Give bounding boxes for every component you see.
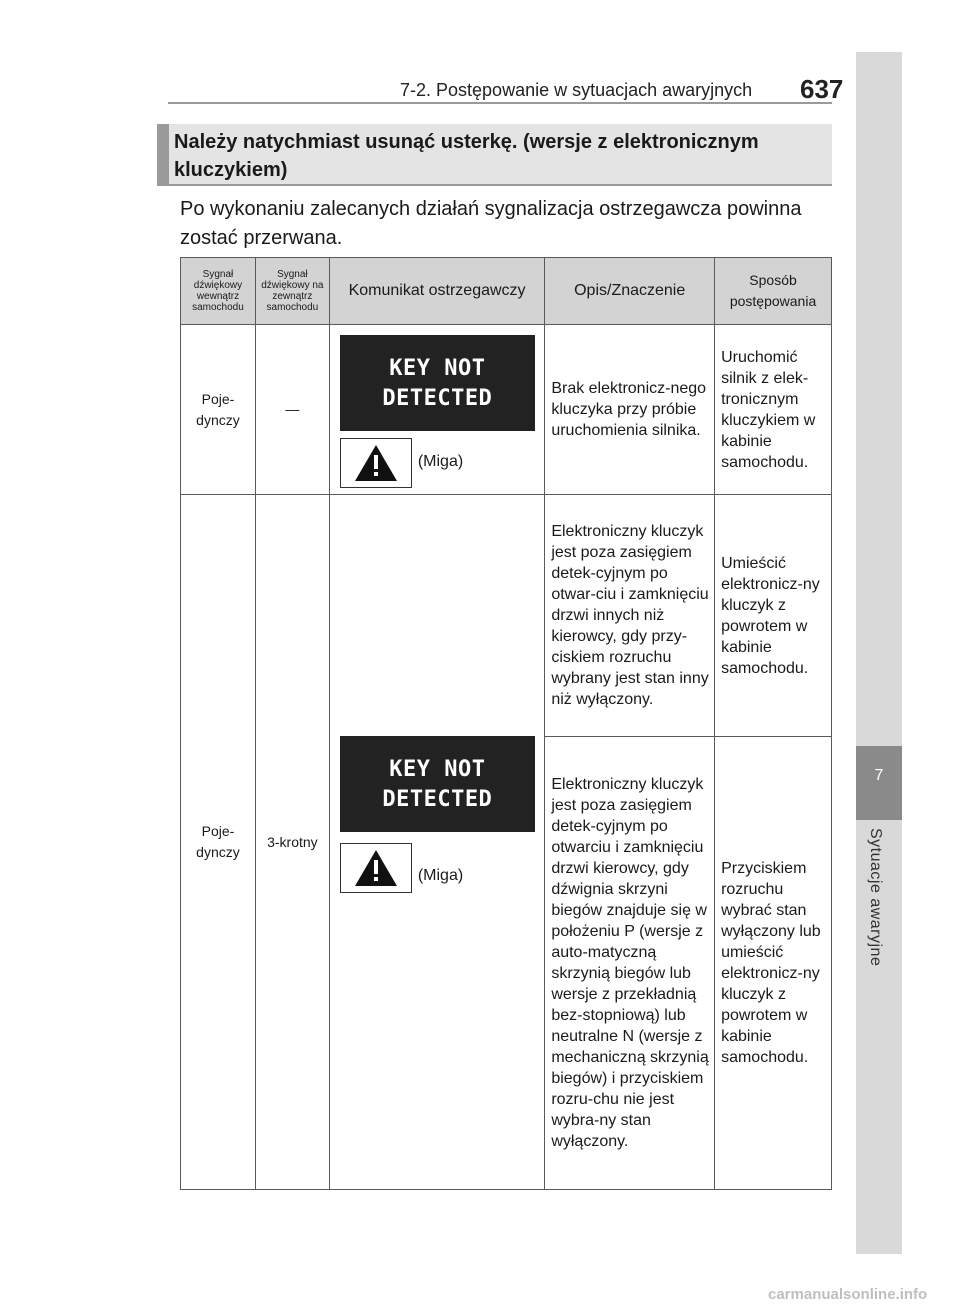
table-row [181, 495, 832, 737]
row1-inside-buzzer: Poje-dynczy [181, 325, 256, 495]
table-row [181, 325, 832, 495]
watermark: carmanualsonline.info [768, 1286, 928, 1303]
row2a-meaning: Elektroniczny kluczyk jest poza zasięgiem detek-cyjnym po otwar-ciu i zamknięciu drzwi innych niż kierowcy, gdy przy-ciskiem rozruchu wybrany jest stan inny niż wyłączony. [545, 495, 715, 737]
page-number: 637 [800, 74, 844, 104]
row2-message-cell [329, 495, 544, 1190]
row1-meaning: Brak elektronicz-nego kluczyka przy próbie uruchomienia silnika. [545, 325, 715, 495]
row2b-meaning: Elektroniczny kluczyk jest poza zasięgiem detek-cyjnym po otwarciu i zamknięciu drzwi kierowcy, gdy dźwignia skrzyni biegów znajduje się w położeniu P (wersje z auto-matyczną skrzynią biegów lub wersje z przekładnią bez-stopniową) lub neutralne N (wersje z mechaniczną skrzynią biegów) i przyciskiem rozru-chu nie jest wybra-ny stan wyłączony. [545, 737, 715, 1190]
flash-note: (Miga) [417, 453, 464, 470]
warning-triangle-icon [340, 438, 412, 488]
key-not-detected-display [340, 335, 535, 431]
row2b-action: Przyciskiem rozruchu wybrać stan wyłączony lub umieścić elektronicz-ny kluczyk z powrotem w kabinie samochodu. [715, 737, 832, 1190]
header-meaning: Opis/Znaczenie [545, 258, 715, 325]
row1-message-cell [329, 325, 544, 495]
header-action: Sposób postępowania [715, 258, 832, 325]
chapter-number-tab: 7 [856, 746, 902, 820]
row2-inside-buzzer: Poje-dynczy [181, 495, 256, 1190]
header-section-title: 7-2. Postępowanie w sytuacjach awaryjnych [400, 80, 753, 100]
table-header-row [181, 258, 832, 325]
row2a-action: Umieścić elektronicz-ny kluczyk z powrotem w kabinie samochodu. [715, 495, 832, 737]
header-inside-buzzer: Sygnał dźwiękowy wewnątrz samochodu [181, 258, 256, 325]
lcd-line-2: DETECTED [382, 386, 493, 411]
lcd-line-1: KEY NOT [389, 356, 486, 381]
lcd-line-1: KEY NOT [389, 757, 486, 782]
chapter-label: Sytuacje awaryjne [867, 828, 884, 967]
key-not-detected-display [340, 736, 535, 832]
side-tab-strip [856, 52, 902, 1254]
header-outside-buzzer: Sygnał dźwiękowy na zewnątrz samochodu [255, 258, 329, 325]
flash-note: (Miga) [417, 867, 464, 884]
section-title: Należy natychmiast usunąć usterkę. (wersje z elektronicznym kluczykiem) [174, 131, 759, 181]
warning-table [180, 257, 832, 1190]
row1-outside-buzzer: — [255, 325, 329, 495]
warning-triangle-icon [340, 843, 412, 893]
row1-action: Uruchomić silnik z elek-tronicznym kluczykiem w kabinie samochodu. [715, 325, 832, 495]
row2-outside-buzzer: 3-krotny [255, 495, 329, 1190]
intro-paragraph: Po wykonaniu zalecanych działań sygnalizacja ostrzegawcza powinna zostać przerwana. [180, 198, 802, 249]
lcd-line-2: DETECTED [382, 787, 493, 812]
header-message: Komunikat ostrzegawczy [329, 258, 544, 325]
